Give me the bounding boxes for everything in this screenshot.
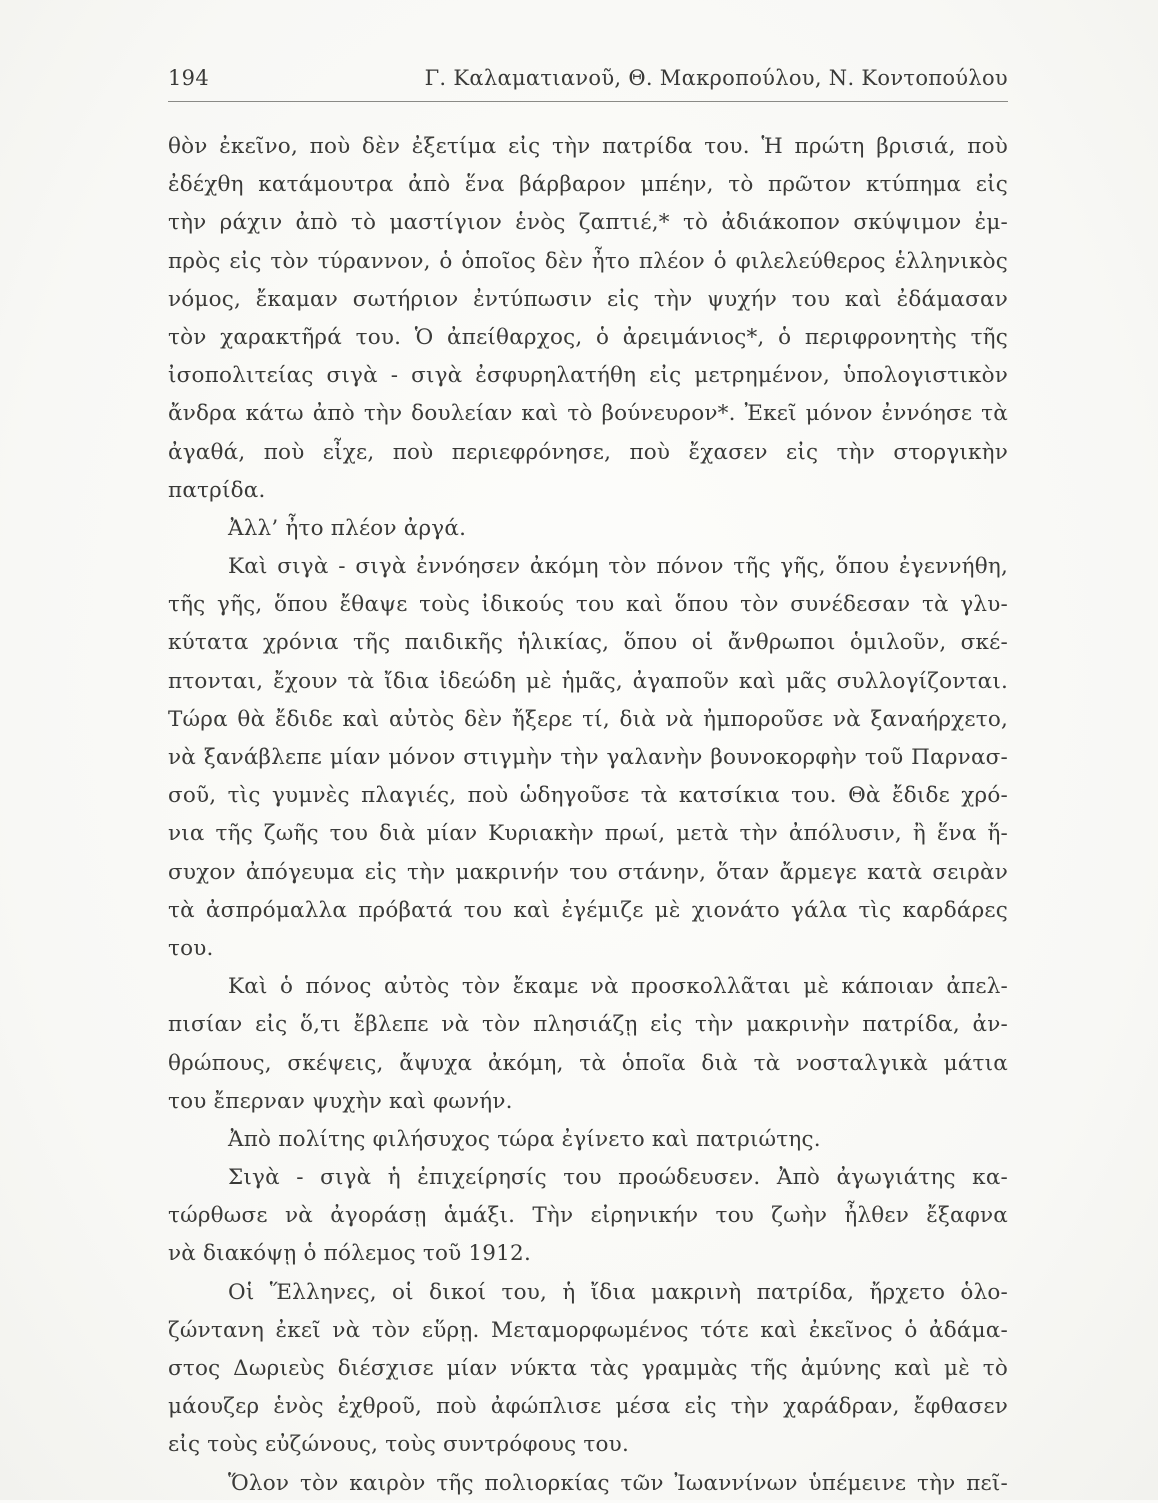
text-line: Τώρα θὰ ἔδιδε καὶ αὐτὸς δὲν ἤξερε τί, διὰ νὰ ἠμποροῦσε νὰ ξαναήρχετο,: [168, 706, 1008, 732]
text-line: Σιγὰ - σιγὰ ἡ ἐπιχείρησίς του προώδευσεν. Ἀπὸ ἀγωγιάτης κα-: [228, 1165, 1008, 1191]
text-line: πατρίδα.: [168, 477, 266, 503]
text-line: νόμος, ἔκαμαν σωτήριον ἐντύπωσιν εἰς τὴν ψυχήν του καὶ ἐδάμασαν: [168, 286, 1008, 312]
text-line: στος Δωριεὺς διέσχισε μίαν νύκτα τὰς γραμμὰς τῆς ἀμύνης καὶ μὲ τὸ: [168, 1356, 1008, 1381]
body-text: [168, 128, 1008, 1503]
page-number: 194: [168, 66, 209, 90]
running-head: Γ. Καλαματιανοῦ, Θ. Μακροπούλου, Ν. Κοντοπούλου: [424, 66, 1008, 90]
text-line: ζώντανη ἐκεῖ νὰ τὸν εὕρῃ. Μεταμορφωμένος τότε καὶ ἐκεῖνος ὁ ἀδάμα-: [168, 1317, 1008, 1343]
page-header: [168, 66, 1008, 100]
text-line: πισίαν εἰς ὅ,τι ἔβλεπε νὰ τὸν πλησιάζῃ εἰς τὴν μακρινὴν πατρίδα, ἀν-: [168, 1012, 1008, 1038]
text-line: θρώπους, σκέψεις, ἄψυχα ἀκόμη, τὰ ὁποῖα διὰ τὰ νοσταλγικὰ μάτια: [168, 1050, 1008, 1076]
text-line: ἰσοπολιτείας σιγὰ - σιγὰ ἐσφυρηλατήθη εἰς μετρημένον, ὑπολογιστικὸν: [168, 363, 1008, 389]
text-line: τὰ ἀσπρόμαλλα πρόβατά του καὶ ἐγέμιζε μὲ χιονάτο γάλα τὶς καρδάρες: [168, 897, 1008, 923]
text-line: νια τῆς ζωῆς του διὰ μίαν Κυριακὴν πρωί, μετὰ τὴν ἀπόλυσιν, ἢ ἕνα ἥ-: [168, 821, 1008, 847]
text-line: κύτατα χρόνια τῆς παιδικῆς ἡλικίας, ὅπου οἱ ἄνθρωποι ὁμιλοῦν, σκέ-: [168, 630, 1008, 656]
text-line: Καὶ ὁ πόνος αὐτὸς τὸν ἔκαμε νὰ προσκολλᾶται μὲ κάποιαν ἀπελ-: [228, 974, 1008, 1000]
text-line: Ἀπὸ πολίτης φιλήσυχος τώρα ἐγίνετο καὶ πατριώτης.: [228, 1126, 821, 1152]
text-line: τὴν ράχιν ἀπὸ τὸ μαστίγιον ἑνὸς ζαπτιέ,* τὸ ἀδιάκοπον σκύψιμον ἐμ-: [168, 210, 1008, 236]
text-line: θὸν ἐκεῖνο, ποὺ δὲν ἐξετίμα εἰς τὴν πατρίδα του. Ἡ πρώτη βρισιά, ποὺ: [168, 134, 1008, 159]
text-line: πτονται, ἔχουν τὰ ἴδια ἰδεώδη μὲ ἡμᾶς, ἀγαποῦν καὶ μᾶς συλλογίζονται.: [168, 668, 1008, 694]
header-rule: [168, 101, 1008, 102]
text-line: σοῦ, τὶς γυμνὲς πλαγιές, ποὺ ὡδηγοῦσε τὰ κατσίκια του. Θὰ ἔδιδε χρό-: [168, 783, 1008, 809]
text-line: του ἔπερναν ψυχὴν καὶ φωνήν.: [168, 1088, 513, 1114]
text-line: συχον ἀπόγευμα εἰς τὴν μακρινήν του στάνην, ὅταν ἄρμεγε κατὰ σειρὰν: [168, 859, 1008, 885]
text-line: τώρθωσε νὰ ἀγοράσῃ ἁμάξι. Τὴν εἰρηνικήν του ζωὴν ἦλθεν ἔξαφνα: [168, 1203, 1008, 1229]
text-line: νὰ ξανάβλεπε μίαν μόνον στιγμὴν τὴν γαλανὴν βουνοκορφὴν τοῦ Παρνασ-: [168, 745, 1008, 770]
text-line: πρὸς εἰς τὸν τύραννον, ὁ ὁποῖος δὲν ἦτο πλέον ὁ φιλελεύθερος ἑλληνικὸς: [168, 248, 1008, 274]
text-line: νὰ διακόψῃ ὁ πόλεμος τοῦ 1912.: [168, 1241, 531, 1267]
text-line: Καὶ σιγὰ - σιγὰ ἐννόησεν ἀκόμη τὸν πόνον τῆς γῆς, ὅπου ἐγεννήθη,: [228, 554, 1008, 580]
text-line: μάουζερ ἑνὸς ἐχθροῦ, ποὺ ἀφώπλισε μέσα εἰς τὴν χαράδραν, ἔφθασεν: [168, 1394, 1008, 1420]
text-line: εἰς τοὺς εὐζώνους, τοὺς συντρόφους του.: [168, 1432, 629, 1458]
text-line: τῆς γῆς, ὅπου ἔθαψε τοὺς ἰδικούς του καὶ ὅπου τὸν συνέδεσαν τὰ γλυ-: [168, 592, 1008, 618]
text-line: ἐδέχθη κατάμουτρα ἀπὸ ἕνα βάρβαρον μπέην, τὸ πρῶτον κτύπημα εἰς: [168, 172, 1008, 198]
text-line: Ἀλλ’ ἦτο πλέον ἀργά.: [228, 515, 467, 541]
text-line: ἄνδρα κάτω ἀπὸ τὴν δουλείαν καὶ τὸ βούνευρον*. Ἐκεῖ μόνον ἐννόησε τὰ: [168, 401, 1008, 427]
text-line: τὸν χαρακτῆρά του. Ὁ ἀπείθαρχος, ὁ ἀρειμάνιος*, ὁ περιφρονητὴς τῆς: [168, 324, 1008, 350]
text-line: Οἱ Ἕλληνες, οἱ δικοί του, ἡ ἴδια μακρινὴ πατρίδα, ἤρχετο ὁλο-: [228, 1279, 1008, 1305]
text-line: του.: [168, 935, 214, 961]
text-line: ἀγαθά, ποὺ εἶχε, ποὺ περιεφρόνησε, ποὺ ἔχασεν εἰς τὴν στοργικὴν: [168, 439, 1008, 465]
text-line: Ὅλον τὸν καιρὸν τῆς πολιορκίας τῶν Ἰωαννίνων ὑπέμεινε τὴν πεῖ-: [228, 1470, 1008, 1496]
